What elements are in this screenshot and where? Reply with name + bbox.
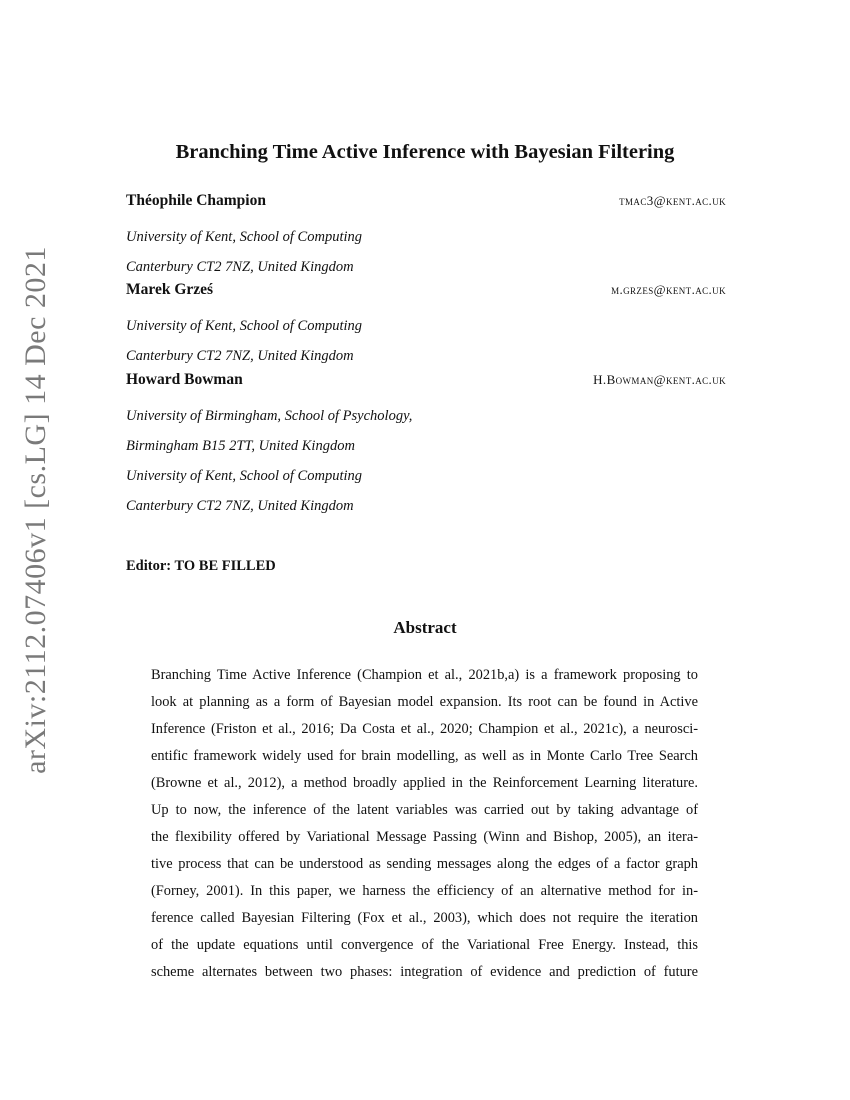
author-email: m.grzes@kent.ac.uk <box>611 282 726 297</box>
author-header <box>126 281 726 311</box>
author-name: Howard Bowman <box>126 371 243 388</box>
arxiv-identifier: arXiv:2112.07406v1 [cs.LG] 14 Dec 2021 <box>19 246 53 774</box>
author-block-1 <box>126 192 726 282</box>
abstract-line: look at planning as a form of Bayesian model expansion. Its root can be found in Active <box>151 694 698 710</box>
author-name: Marek Grześ <box>126 281 214 298</box>
abstract-line: ference called Bayesian Filtering (Fox et al., 2003), which does not require the iteration <box>151 910 698 926</box>
abstract-line: (Browne et al., 2012), a method broadly applied in the Reinforcement Learning literature. <box>151 775 698 791</box>
abstract-line: Up to now, the inference of the latent variables was carried out by taking advantage of <box>151 802 698 818</box>
author-affiliation: Canterbury CT2 7NZ, United Kingdom <box>126 259 354 275</box>
author-affiliation: Birmingham B15 2TT, United Kingdom <box>126 438 355 454</box>
author-affiliation: University of Kent, School of Computing <box>126 468 363 484</box>
abstract-line: scheme alternates between two phases: integration of evidence and prediction of future <box>151 964 698 980</box>
author-affiliation: University of Kent, School of Computing <box>126 229 363 245</box>
abstract-line: Inference (Friston et al., 2016; Da Costa et al., 2020; Champion et al., 2021c), a neurosci- <box>151 721 698 737</box>
abstract-line: of the update equations until convergence of the Variational Free Energy. Instead, this <box>151 937 698 953</box>
author-block-3 <box>126 371 726 521</box>
author-header <box>126 192 726 222</box>
author-email: tmac3@kent.ac.uk <box>619 193 726 208</box>
abstract-line: the flexibility offered by Variational Message Passing (Winn and Bishop, 2005), an itera- <box>151 829 698 845</box>
editor-line: Editor: TO BE FILLED <box>126 558 276 574</box>
abstract-line: tive process that can be understood as sending messages along the edges of a factor graph <box>151 856 698 872</box>
abstract-body <box>151 662 698 986</box>
author-header <box>126 371 726 401</box>
abstract-line: (Forney, 2001). In this paper, we harness the efficiency of an alternative method for in- <box>151 883 698 899</box>
arxiv-side-label <box>12 246 60 774</box>
author-email: H.Bowman@kent.ac.uk <box>593 372 726 387</box>
paper-title: Branching Time Active Inference with Bayesian Filtering <box>175 141 675 163</box>
author-name: Théophile Champion <box>126 192 266 209</box>
author-affiliation: University of Kent, School of Computing <box>126 318 363 334</box>
abstract-heading: Abstract <box>393 618 457 637</box>
author-affiliation: Canterbury CT2 7NZ, United Kingdom <box>126 498 354 514</box>
author-affiliation: Canterbury CT2 7NZ, United Kingdom <box>126 348 354 364</box>
abstract-line: Branching Time Active Inference (Champion et al., 2021b,a) is a framework proposing to <box>151 667 698 683</box>
author-affiliation: University of Birmingham, School of Psychology, <box>126 408 413 424</box>
abstract-line: entific framework widely used for brain modelling, as well as in Monte Carlo Tree Search <box>151 748 698 764</box>
author-block-2 <box>126 281 726 371</box>
